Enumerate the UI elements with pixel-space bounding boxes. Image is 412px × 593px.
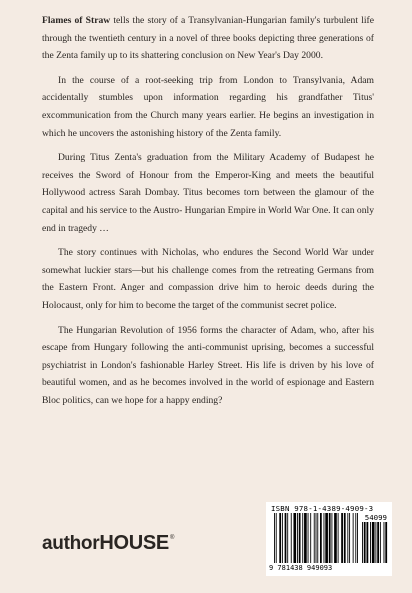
logo-part-house: HOUSE	[99, 532, 169, 554]
blurb-paragraph-5: The Hungarian Revolution of 1956 forms the character of Adam, who, after his escape from Hungary following the anti-communist uprising, becomes a successful psychiatrist in London's fashionable Harley Street. His life is driven by his love of beautiful women, and as he becomes involved in the world of espionage and Eastern Bloc politics, can we hope for a happy ending?	[42, 324, 374, 406]
blurb-paragraph-3: During Titus Zenta's graduation from the Military Academy of Budapest he receives the Sword of Honour from the Emperor-King and meets the beautiful Hollywood actress Sarah Dombay. Titus becomes torn between the glamour of the capital and his service to the Austro- Hungarian Empire in World War One. It can only end in tragedy …	[42, 152, 374, 234]
barcode-digits: 9 781438 949093	[269, 564, 333, 572]
barcode-bars-main	[274, 513, 358, 563]
blurb-paragraph-4: The story continues with Nicholas, who endures the Second World War under somewhat luckier stars—but his challenge comes from the retreating Germans from the Eastern Front. Anger and compassion drive him to heroic deeds during the Holocaust, only for him to become the target of the communist secret police.	[42, 247, 374, 311]
blurb-paragraph-1	[42, 12, 374, 65]
book-title-lead: Flames of Straw	[42, 15, 111, 26]
isbn-barcode	[266, 502, 392, 576]
blurb-paragraph-2: In the course of a root-seeking trip from London to Transylvania, Adam accidentally stumbles upon information regarding his grandfather Titus' excommunication from the Church many years earlier. He begins an investigation in which he uncovers the astonishing history of the Zenta family.	[42, 74, 374, 139]
isbn-number: ISBN 978-1-4389-4909-3	[271, 504, 374, 513]
registered-mark: ®	[169, 535, 175, 541]
authorhouse-logo	[42, 532, 174, 555]
barcode-bars-addon	[362, 522, 388, 563]
back-cover-blurb	[42, 12, 374, 416]
price-code: 54099	[364, 513, 387, 522]
logo-part-author: author	[42, 533, 100, 554]
blurb-paragraph-1-text: tells the story of a Transylvanian-Hungarian family's turbulent life through the twentieth century in a novel of three books depicting three generations of the Zenta family up to its shattering conclusion on New Year's Day 2000.	[42, 15, 374, 62]
